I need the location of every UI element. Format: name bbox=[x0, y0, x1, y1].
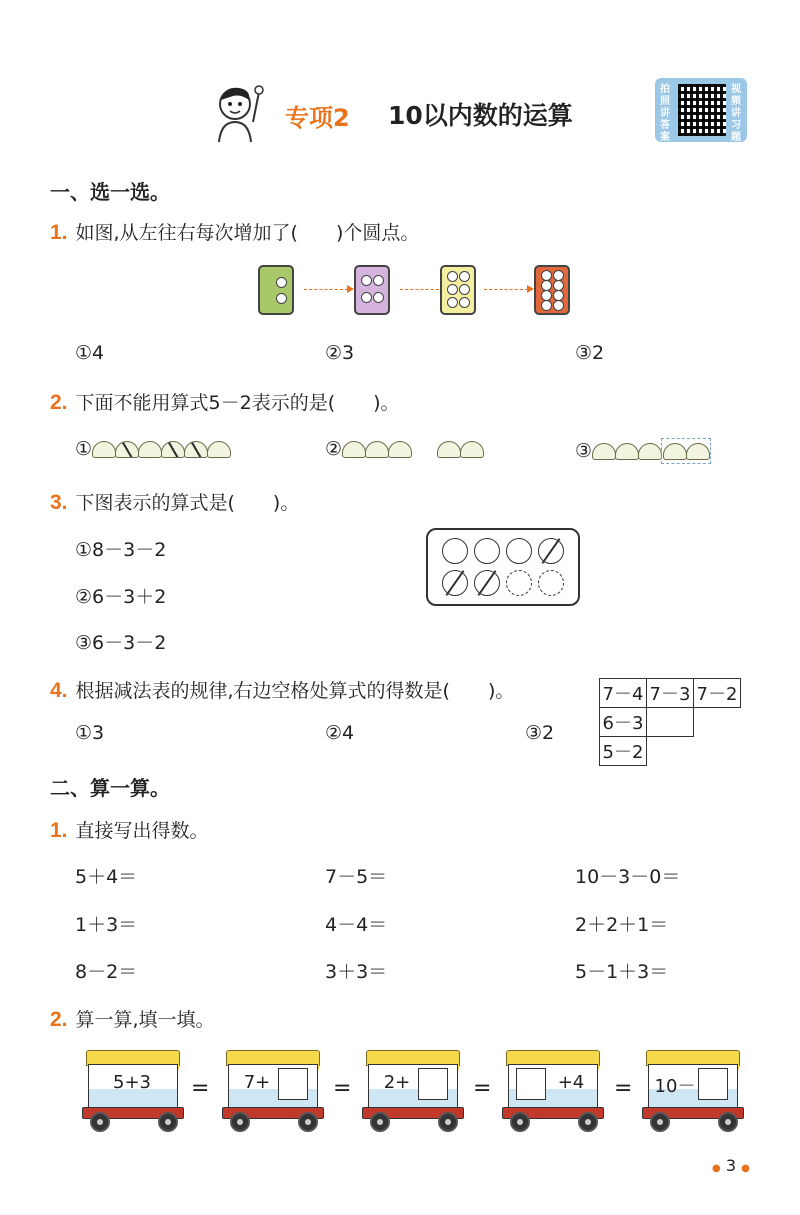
bun-icon bbox=[615, 443, 639, 460]
question-number: 2. bbox=[50, 391, 68, 414]
subtraction-table bbox=[599, 678, 741, 766]
bun-icon bbox=[365, 441, 389, 458]
bun-icon bbox=[437, 441, 461, 458]
train-car-4 bbox=[502, 1050, 602, 1130]
q2-option-1[interactable] bbox=[75, 438, 230, 460]
qr-right-text: 视频讲习题 bbox=[731, 84, 741, 143]
question-number: 3. bbox=[50, 491, 68, 514]
car-label: 2+ bbox=[383, 1072, 411, 1093]
bun-icon bbox=[207, 441, 231, 458]
table-cell: 7－2 bbox=[694, 679, 741, 708]
train-car-5 bbox=[642, 1050, 742, 1130]
question-number: 1. bbox=[50, 819, 68, 842]
q1-option-1[interactable]: ①4 bbox=[75, 342, 105, 364]
table-cell: 7－3 bbox=[647, 679, 694, 708]
section-2-title: 二、算一算。 bbox=[50, 776, 170, 800]
question-text: 下面不能用算式5－2表示的是( )。 bbox=[75, 392, 400, 414]
arrow-icon bbox=[304, 289, 348, 290]
car-label: 7+ bbox=[243, 1072, 271, 1093]
dot-card-1 bbox=[258, 265, 294, 315]
page-title: 10以内数的运算 bbox=[388, 101, 573, 130]
bun-icon bbox=[388, 441, 412, 458]
q1-option-2[interactable]: ②3 bbox=[325, 342, 355, 364]
dot-card-sequence bbox=[258, 265, 578, 319]
question-text: 下图表示的算式是( )。 bbox=[75, 492, 300, 514]
question-text: 根据减法表的规律,右边空格处算式的得数是( )。 bbox=[75, 680, 515, 702]
equation[interactable]: 5－1＋3＝ bbox=[575, 961, 669, 983]
q4-option-3[interactable]: ③2 bbox=[525, 722, 555, 744]
train-car-1 bbox=[82, 1050, 182, 1130]
option-label: ② bbox=[325, 438, 343, 460]
question-3 bbox=[50, 488, 299, 515]
header-mascot bbox=[213, 82, 267, 144]
option-label: ③ bbox=[575, 440, 593, 462]
bun-icon bbox=[92, 441, 116, 458]
bun-icon bbox=[138, 441, 162, 458]
table-cell: 6－3 bbox=[600, 708, 647, 737]
page-number-text: 3 bbox=[725, 1156, 737, 1175]
blank-answer-cell[interactable] bbox=[647, 708, 694, 737]
train-car-3 bbox=[362, 1050, 462, 1130]
circle-icon bbox=[506, 538, 532, 564]
equation[interactable]: 3＋3＝ bbox=[325, 961, 388, 983]
q2-option-3[interactable] bbox=[575, 438, 711, 464]
equals-sign: = bbox=[333, 1076, 352, 1101]
dot-card-2 bbox=[354, 265, 390, 315]
question-number: 1. bbox=[50, 221, 68, 244]
page-number bbox=[712, 1156, 750, 1175]
bun-icon bbox=[638, 443, 662, 460]
equation[interactable]: 1＋3＝ bbox=[75, 914, 138, 936]
bun-crossed-icon bbox=[161, 441, 185, 458]
car-label: 5+3 bbox=[113, 1072, 151, 1093]
q3-option-2[interactable]: ②6－3＋2 bbox=[75, 586, 167, 608]
question-text: 算一算,填一填。 bbox=[75, 1009, 215, 1031]
car-label: +4 bbox=[557, 1072, 585, 1093]
dashed-circle-icon bbox=[506, 570, 532, 596]
question-1 bbox=[50, 218, 419, 245]
question-2 bbox=[50, 388, 400, 415]
answer-box[interactable] bbox=[278, 1068, 308, 1100]
bun-icon bbox=[342, 441, 366, 458]
qr-left-text: 拍照讲答案 bbox=[660, 84, 670, 143]
dot-card-4 bbox=[534, 265, 570, 315]
q2-option-2[interactable] bbox=[325, 438, 483, 460]
answer-box[interactable] bbox=[698, 1068, 728, 1100]
equals-sign: = bbox=[614, 1076, 633, 1101]
equation[interactable]: 4－4＝ bbox=[325, 914, 388, 936]
table-cell: 5－2 bbox=[600, 737, 647, 766]
qr-code-panel[interactable] bbox=[655, 78, 747, 142]
mascot-icon bbox=[213, 82, 267, 144]
equation[interactable]: 8－2＝ bbox=[75, 961, 138, 983]
qr-code-icon bbox=[678, 84, 726, 136]
topic-tag: 专项2 bbox=[285, 104, 350, 132]
crossed-circle-icon bbox=[442, 570, 468, 596]
bun-icon bbox=[460, 441, 484, 458]
crossed-circle-icon bbox=[474, 570, 500, 596]
bun-icon bbox=[686, 443, 710, 460]
circle-icon bbox=[442, 538, 468, 564]
dot-card-3 bbox=[440, 265, 476, 315]
equation[interactable]: 2＋2＋1＝ bbox=[575, 914, 669, 936]
bun-crossed-icon bbox=[184, 441, 208, 458]
q1-option-3[interactable]: ③2 bbox=[575, 342, 605, 364]
dot-icon: ● bbox=[712, 1163, 721, 1174]
answer-box[interactable] bbox=[418, 1068, 448, 1100]
equation[interactable]: 5＋4＝ bbox=[75, 866, 138, 888]
bun-icon bbox=[663, 443, 687, 460]
q4-option-2[interactable]: ②4 bbox=[325, 722, 355, 744]
equals-sign: = bbox=[473, 1076, 492, 1101]
q3-option-1[interactable]: ①8－3－2 bbox=[75, 539, 167, 561]
equation[interactable]: 10－3－0＝ bbox=[575, 866, 681, 888]
question-number: 4. bbox=[50, 679, 68, 702]
q3-option-3[interactable]: ③6－3－2 bbox=[75, 632, 167, 654]
equals-sign: = bbox=[191, 1076, 210, 1101]
crossed-circle-icon bbox=[538, 538, 564, 564]
arrow-icon bbox=[400, 289, 444, 290]
answer-box[interactable] bbox=[516, 1068, 546, 1100]
circle-diagram bbox=[426, 528, 580, 606]
circle-icon bbox=[474, 538, 500, 564]
calc-question-1 bbox=[50, 816, 209, 843]
bun-crossed-icon bbox=[115, 441, 139, 458]
q4-option-1[interactable]: ①3 bbox=[75, 722, 105, 744]
question-4 bbox=[50, 676, 514, 703]
car-label: 10－ bbox=[654, 1076, 696, 1097]
dot-icon: ● bbox=[741, 1163, 750, 1174]
bun-icon bbox=[592, 443, 616, 460]
table-cell: 7－4 bbox=[600, 679, 647, 708]
question-text: 直接写出得数。 bbox=[75, 820, 209, 842]
dashed-circle-icon bbox=[538, 570, 564, 596]
section-1-title: 一、选一选。 bbox=[50, 180, 170, 204]
equation[interactable]: 7－5＝ bbox=[325, 866, 388, 888]
arrow-icon bbox=[484, 289, 528, 290]
option-label: ① bbox=[75, 438, 93, 460]
train-car-2 bbox=[222, 1050, 322, 1130]
question-number: 2. bbox=[50, 1008, 68, 1031]
question-text: 如图,从左往右每次增加了( )个圆点。 bbox=[75, 222, 420, 244]
calc-question-2 bbox=[50, 1005, 215, 1032]
